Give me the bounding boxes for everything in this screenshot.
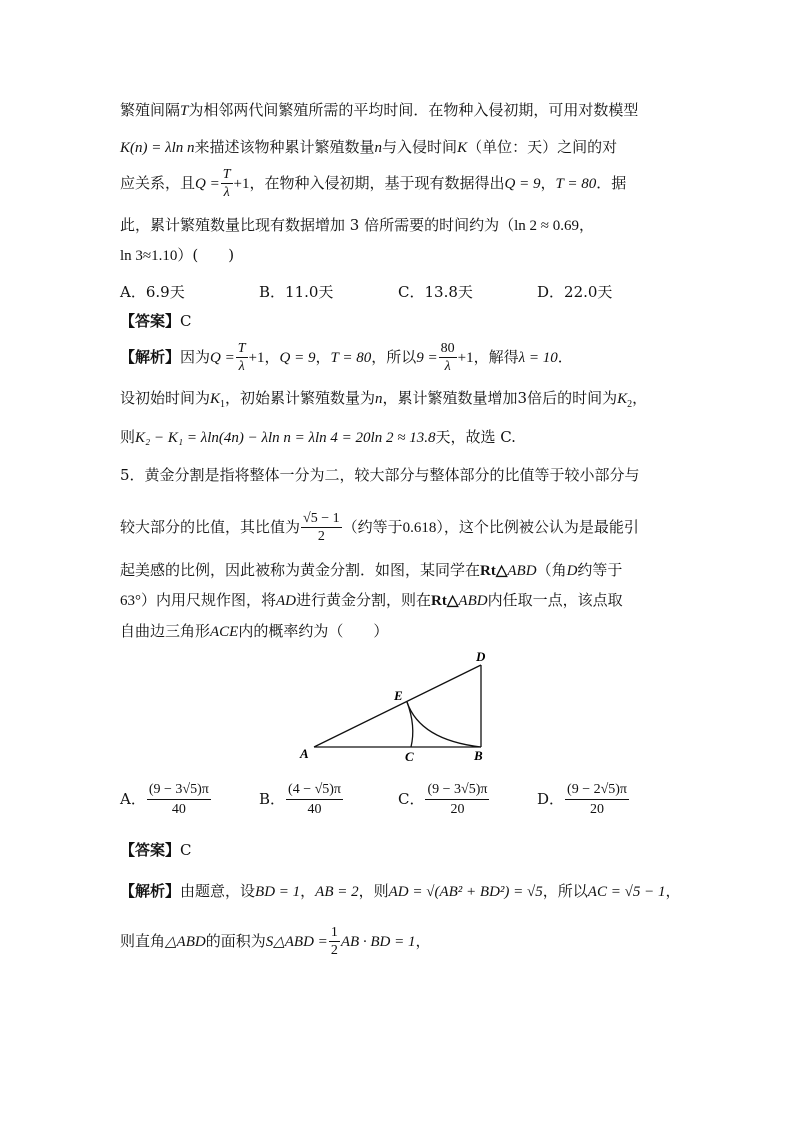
fraction-denominator: λ (238, 359, 245, 374)
q5-option-b (259, 782, 344, 818)
fraction-denominator: 40 (171, 802, 186, 817)
text: 较大部分的比值，其比值为 (120, 518, 301, 536)
text: ， (540, 174, 556, 192)
q5-line-4 (120, 593, 623, 609)
fraction-numerator: T (237, 341, 246, 356)
label-A: A (300, 746, 309, 761)
fraction-numerator: (9 − 3√5)π (147, 782, 211, 800)
math: Q = 9 (279, 350, 316, 366)
text: ，初始累计繁殖数量为 (225, 389, 376, 407)
q5-line-2 (120, 512, 639, 544)
option-label: D． (537, 790, 565, 808)
math: K₂ − K₁ = λln(4n) − λln n = λln 4 = 20ln 2 ≈ 13.8 (135, 430, 436, 446)
fraction-numerator: (9 − 3√5)π (425, 782, 489, 800)
text: 设初始时间为 (120, 389, 211, 407)
option-fraction (147, 782, 211, 818)
answer-value: C (180, 312, 192, 330)
text: 起美感的比例，因此被称为黄金分割．如图，某同学在 (120, 561, 481, 579)
text: ． (557, 348, 573, 366)
label-C: C (405, 749, 414, 764)
option-fraction (286, 782, 343, 818)
text: ，解得 (473, 348, 519, 366)
text: 约等于 (577, 561, 623, 579)
math: 9 = (416, 350, 438, 366)
text: 来描述该物种累计繁殖数量 (194, 138, 375, 156)
fraction-numerator: 80 (440, 341, 455, 356)
fraction-denominator: 2 (330, 943, 338, 958)
text: ， (300, 882, 316, 900)
text: 则 (120, 428, 136, 446)
geometry-figure (280, 640, 520, 770)
math-n: n (374, 140, 383, 156)
segment-AD (314, 665, 481, 747)
q4-analysis-line-2 (120, 391, 647, 410)
math-ln2: ln 2 ≈ 0.69 (514, 218, 579, 234)
text: ，累计繁殖数量增加3倍后的时间为 (382, 389, 618, 407)
math: BD = 1 (255, 884, 301, 900)
math: AD = √(AB² + BD²) = √5 (388, 884, 543, 900)
math-K: K (457, 140, 468, 156)
text: ），这个比例被公认为是最能引 (436, 518, 639, 536)
math: K (617, 391, 628, 407)
q5-answer (120, 843, 192, 858)
text: （单位：天）之间的对 (467, 138, 618, 156)
text: 由题意，设 (180, 882, 256, 900)
text: ．据 (596, 174, 627, 192)
text: 自曲边三角形 (120, 622, 211, 640)
text: 此，累计繁殖数量比现有数据增加 3 倍所需要的时间约为（ (120, 216, 515, 234)
math: K (210, 391, 221, 407)
text: ，所以 (542, 882, 588, 900)
answer-value: C (180, 841, 192, 859)
option-value: 13.8天 (424, 283, 473, 301)
q5-option-c (398, 782, 490, 818)
fraction-golden-ratio (301, 512, 342, 544)
text: 进行黄金分割，则在 (296, 591, 432, 609)
math-T-80: T = 80 (555, 176, 597, 192)
option-label: A． (120, 283, 146, 301)
analysis-tag: 【解析】 (120, 882, 181, 900)
math: ABD (458, 593, 488, 609)
text: 天，故选 C. (435, 428, 516, 446)
math: AC = √5 − 1 (587, 884, 666, 900)
math: Q = (210, 350, 235, 366)
fraction-numerator: (9 − 2√5)π (565, 782, 629, 800)
subscript: 2 (627, 399, 633, 410)
text: 繁殖间隔 (120, 101, 181, 119)
text: 则直角 (120, 932, 166, 950)
math: n (375, 391, 383, 407)
math-Q-eq: Q = (195, 176, 220, 192)
text: ， (665, 882, 681, 900)
text: ， (415, 932, 431, 950)
math: λ = 10 (518, 350, 558, 366)
math-T: T (180, 103, 189, 119)
math: AB · BD = 1 (340, 934, 416, 950)
text: 内任取一点，该点取 (487, 591, 623, 609)
option-label: C． (398, 790, 425, 808)
q4-option-d (537, 281, 612, 302)
answer-tag: 【答案】 (120, 841, 181, 859)
text: ， (579, 216, 595, 234)
option-value: 22.0天 (564, 283, 613, 301)
q5-line-1 (120, 468, 640, 483)
q5-line-5 (120, 624, 388, 640)
q4-line-4 (120, 218, 594, 234)
math-plus-1: +1 (233, 176, 250, 192)
text: 应关系，且 (120, 174, 196, 192)
fraction-one-half (329, 926, 340, 958)
q4-line-1 (120, 103, 638, 119)
answer-tag: 【答案】 (120, 312, 181, 330)
fraction-denominator: 20 (450, 802, 465, 817)
fraction-denominator: 20 (590, 802, 605, 817)
q4-option-b (259, 281, 333, 302)
option-label: C． (398, 283, 425, 301)
arc-EB (407, 702, 481, 747)
text: 为相邻两代间繁殖所需的平均时间．在物种入侵初期，可用对数模型 (188, 101, 639, 119)
q4-option-a (120, 281, 185, 302)
q4-line-5 (120, 248, 234, 264)
fraction-denominator: λ (223, 185, 230, 200)
math: 63° (120, 593, 141, 609)
math: AD (276, 593, 297, 609)
label-D: D (476, 649, 486, 664)
option-value: 6.9天 (145, 283, 185, 301)
q5-analysis-line-1 (120, 884, 680, 900)
text: ）内用尺规作图，将 (141, 591, 277, 609)
math: T = 80 (330, 350, 372, 366)
math: AB = 2 (315, 884, 359, 900)
text: ，所以 (371, 348, 417, 366)
text: 的面积为 (205, 932, 266, 950)
math: S△ABD = (265, 934, 328, 950)
q4-option-c (398, 281, 473, 302)
arc-EC (407, 702, 413, 747)
analysis-tag: 【解析】 (120, 348, 181, 366)
q5-analysis-line-2 (120, 926, 431, 958)
q4-analysis-line-1 (120, 342, 573, 374)
fraction-numerator: (4 − √5)π (286, 782, 343, 800)
text: ， (264, 348, 280, 366)
text: 因为 (180, 348, 211, 366)
text: 内的概率约为（ ） (238, 622, 389, 640)
text: ，则 (358, 882, 389, 900)
math: D (566, 563, 578, 579)
q5-option-a (120, 782, 212, 818)
option-fraction (425, 782, 489, 818)
label-E: E (394, 688, 403, 703)
math: 0.618 (402, 520, 437, 536)
fraction-numerator: 1 (330, 925, 338, 940)
fraction-numerator: T (222, 167, 231, 182)
text: （角 (536, 561, 567, 579)
math: +1 (248, 350, 265, 366)
text: 5．黄金分割是指将整体一分为二，较大部分与整体部分的比值等于较小部分与 (120, 466, 640, 484)
fraction-numerator: √5 − 1 (303, 511, 340, 526)
q4-analysis-line-3 (120, 430, 516, 446)
q4-answer (120, 314, 192, 329)
q4-line-3 (120, 168, 626, 200)
text: ，在物种入侵初期，基于现有数据得出 (249, 174, 505, 192)
fraction-denominator: 40 (307, 802, 322, 817)
math: Rt△ (480, 563, 508, 579)
math-model: K(n) = λln n (120, 140, 195, 156)
option-value: 11.0天 (285, 283, 334, 301)
q5-line-3 (120, 563, 622, 579)
math: Rt△ (431, 593, 459, 609)
text: 与入侵时间 (382, 138, 458, 156)
option-label: A． (120, 790, 146, 808)
text: ， (632, 389, 648, 407)
option-label: B． (259, 283, 286, 301)
fraction-80-over-lambda (439, 342, 457, 374)
fraction-denominator: λ (444, 359, 451, 374)
fraction-T-over-lambda (236, 342, 248, 374)
subscript: 1 (220, 399, 226, 410)
math: ACE (210, 624, 239, 640)
text: （约等于 (342, 518, 403, 536)
math-Q-9: Q = 9 (504, 176, 541, 192)
option-fraction (565, 782, 629, 818)
fraction-T-over-lambda (221, 168, 233, 200)
math: △ABD (165, 934, 206, 950)
math: +1 (457, 350, 474, 366)
option-label: B． (259, 790, 286, 808)
math: ABD (507, 563, 537, 579)
q5-option-d (537, 782, 630, 818)
text: ， (315, 348, 331, 366)
text: ）( ) (177, 246, 235, 264)
label-B: B (474, 748, 483, 763)
option-label: D． (537, 283, 565, 301)
q4-line-2 (120, 140, 617, 156)
math-ln3: ln 3≈1.10 (120, 248, 178, 264)
fraction-denominator: 2 (317, 529, 325, 544)
